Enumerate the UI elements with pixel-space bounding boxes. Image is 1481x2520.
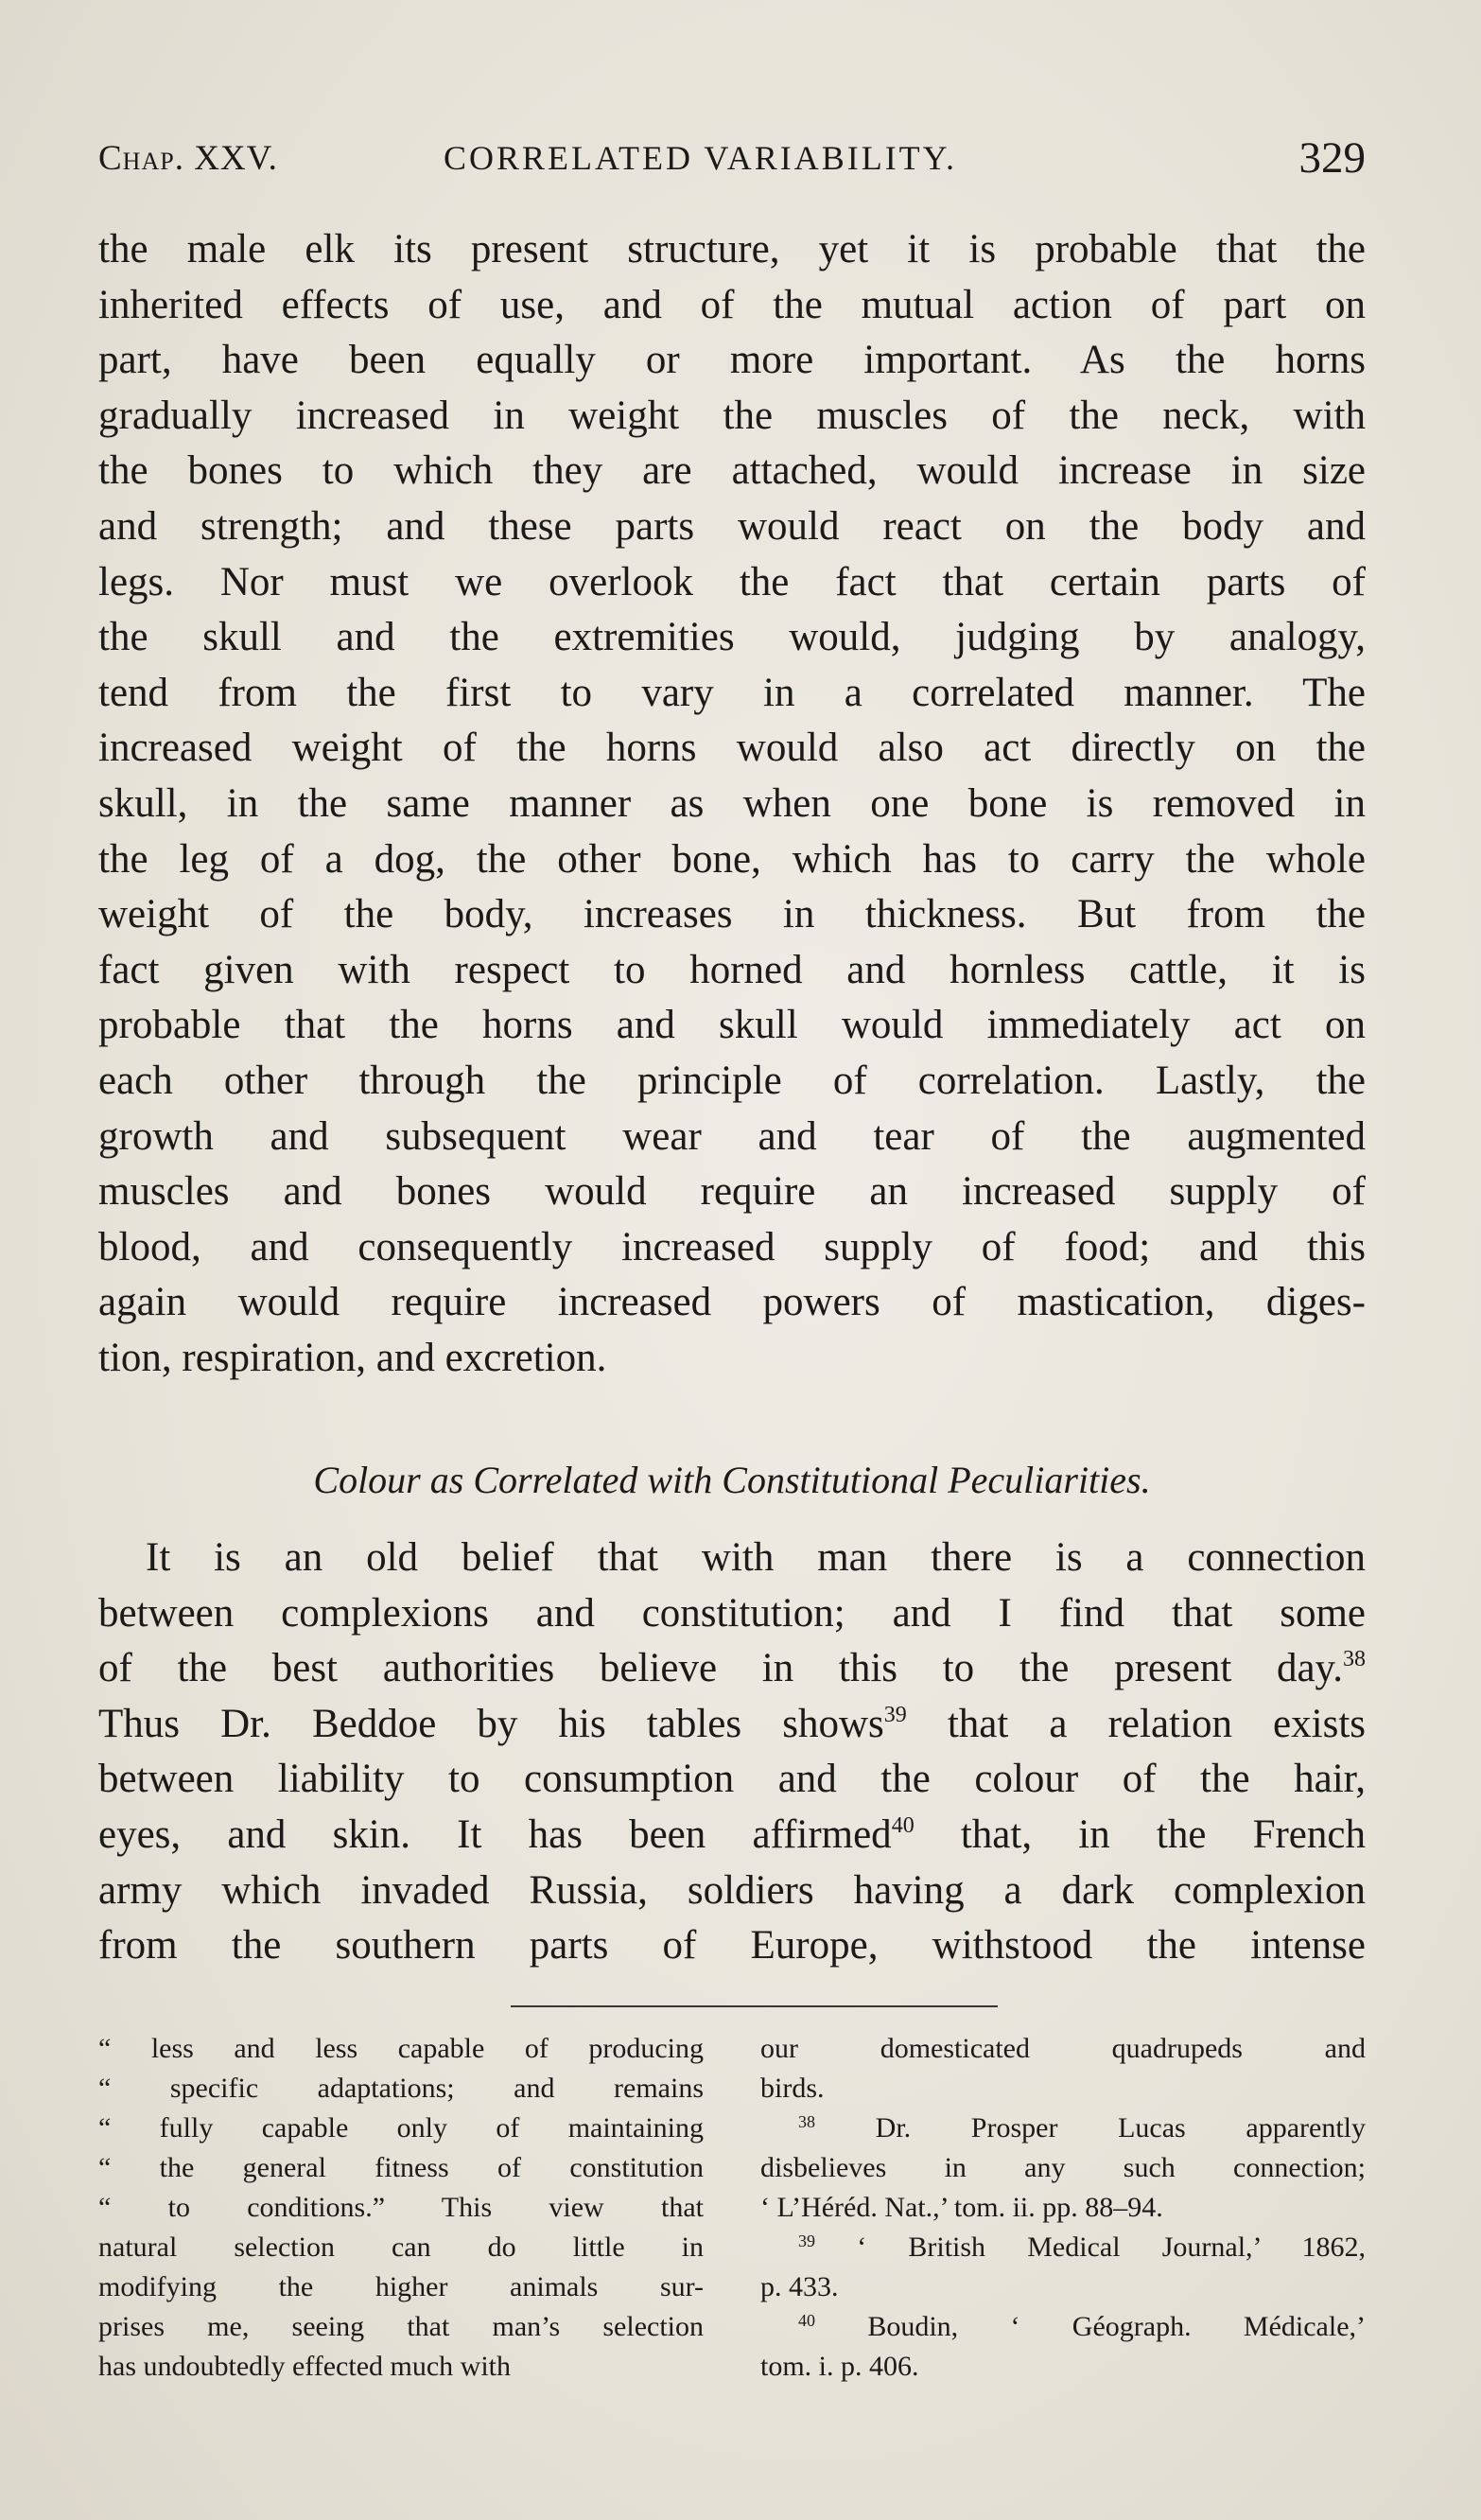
footnote-line: modifying the higher animals sur- bbox=[98, 2271, 704, 2302]
text-line: and strength; and these parts would react on the body and bbox=[98, 503, 1366, 549]
running-title: CORRELATED VARIABILITY. bbox=[444, 139, 958, 177]
paragraph-elk-horns bbox=[98, 222, 1366, 1386]
footnote-text: ‘ British Medical Journal,’ 1862, bbox=[815, 2231, 1366, 2263]
footnote-divider bbox=[511, 2005, 998, 2007]
footnotes-left-column bbox=[98, 2029, 704, 2387]
text-line: gradually increased in weight the muscles of the neck, with bbox=[98, 393, 1366, 438]
text-segment: that, in the French bbox=[914, 1811, 1366, 1857]
text-line: part, have been equally or more important. As the horns bbox=[98, 338, 1366, 383]
text-line: tion, respiration, and excretion. bbox=[98, 1335, 607, 1380]
footnote-line: p. 433. bbox=[760, 2271, 839, 2302]
footnote-line: our domesticated quadrupeds and bbox=[760, 2033, 1366, 2064]
text-line: again would require increased powers of mastication, diges- bbox=[98, 1280, 1366, 1325]
text-segment: Thus Dr. Beddoe by his tables shows bbox=[98, 1701, 884, 1746]
text-line: weight of the body, increases in thickness. But from the bbox=[98, 892, 1366, 937]
footnote-line: ‘ L’Héréd. Nat.,’ tom. ii. pp. 88–94. bbox=[760, 2192, 1163, 2223]
footnote-number: 40 bbox=[798, 2311, 815, 2330]
footnote-ref: 38 bbox=[1343, 1647, 1366, 1672]
text-segment: eyes, and skin. It has been affirmed bbox=[98, 1811, 892, 1857]
text-line: from the southern parts of Europe, withstood the intense bbox=[98, 1923, 1366, 1969]
section-heading: Colour as Correlated with Constitutional Peculiarities. bbox=[313, 1459, 1151, 1501]
text-line: each other through the principle of correlation. Lastly, the bbox=[98, 1058, 1366, 1103]
text-segment: that a relation exists bbox=[906, 1701, 1366, 1746]
text-line: growth and subsequent wear and tear of the augmented bbox=[98, 1113, 1366, 1159]
footnote-number: 39 bbox=[798, 2231, 815, 2250]
text-segment: of the best authorities believe in this to the present day. bbox=[98, 1646, 1343, 1691]
text-line: between liability to consumption and the colour of the hair, bbox=[98, 1757, 1366, 1802]
text-line: blood, and consequently increased supply of food; and this bbox=[98, 1224, 1366, 1269]
text-line: the bones to which they are attached, would increase in size bbox=[98, 448, 1366, 494]
footnote-38 bbox=[760, 2109, 1366, 2148]
footnote-line: has undoubtedly effected much with bbox=[98, 2351, 511, 2382]
footnote-text: Dr. Prosper Lucas apparently bbox=[815, 2112, 1366, 2144]
page-number: 329 bbox=[1298, 133, 1366, 183]
footnote-line: “ specific adaptations; and remains bbox=[98, 2073, 704, 2104]
footnote-line: “ fully capable only of maintaining bbox=[98, 2112, 704, 2144]
text-line: between complexions and constitution; and I find that some bbox=[98, 1590, 1366, 1636]
text-line: inherited effects of use, and of the mutual action of part on bbox=[98, 282, 1366, 327]
text-line: probable that the horns and skull would immediately act on bbox=[98, 1003, 1366, 1048]
text-line bbox=[98, 1641, 1366, 1697]
footnote-ref: 39 bbox=[883, 1702, 907, 1727]
text-line: It is an old belief that with man there is a connection bbox=[146, 1535, 1366, 1580]
footnotes bbox=[98, 2029, 1366, 2426]
footnote-line: natural selection can do little in bbox=[98, 2231, 704, 2263]
text-line: fact given with respect to horned and hornless cattle, it is bbox=[98, 947, 1366, 992]
text-line: the leg of a dog, the other bone, which has to carry the whole bbox=[98, 836, 1366, 882]
text-line: increased weight of the horns would also act directly on the bbox=[98, 726, 1366, 771]
footnotes-right-column bbox=[760, 2029, 1366, 2387]
footnote-line: “ the general fitness of constitution bbox=[98, 2152, 704, 2183]
text-line: the skull and the extremities would, judging by analogy, bbox=[98, 615, 1366, 660]
text-line: the male elk its present structure, yet it is probable that the bbox=[98, 227, 1366, 271]
text-line: muscles and bones would require an increased supply of bbox=[98, 1169, 1366, 1215]
footnote-line: disbelieves in any such connection; bbox=[760, 2152, 1366, 2183]
footnote-ref: 40 bbox=[891, 1812, 915, 1838]
footnote-39 bbox=[760, 2228, 1366, 2267]
running-head bbox=[98, 132, 1366, 189]
footnote-40 bbox=[760, 2307, 1366, 2347]
footnote-line: prises me, seeing that man’s selection bbox=[98, 2311, 704, 2342]
text-line bbox=[98, 1808, 1366, 1864]
footnote-line: tom. i. p. 406. bbox=[760, 2351, 919, 2382]
text-line: army which invaded Russia, soldiers having a dark complexion bbox=[98, 1867, 1366, 1913]
text-line bbox=[98, 1697, 1366, 1753]
footnote-line: “ to conditions.” This view that bbox=[98, 2192, 704, 2223]
text-line: legs. Nor must we overlook the fact that certain parts of bbox=[98, 559, 1366, 604]
footnote-line: “ less and less capable of producing bbox=[98, 2033, 704, 2064]
footnote-line: birds. bbox=[760, 2073, 825, 2104]
footnote-text: Boudin, ‘ Géograph. Médicale,’ bbox=[815, 2311, 1366, 2342]
footnote-number: 38 bbox=[798, 2112, 815, 2131]
chapter-label: Chap. XXV. bbox=[98, 139, 278, 178]
text-line: skull, in the same manner as when one bone is removed in bbox=[98, 780, 1366, 826]
text-line: tend from the first to vary in a correlated manner. The bbox=[98, 670, 1366, 715]
paragraph-colour-constitution bbox=[98, 1531, 1366, 1974]
